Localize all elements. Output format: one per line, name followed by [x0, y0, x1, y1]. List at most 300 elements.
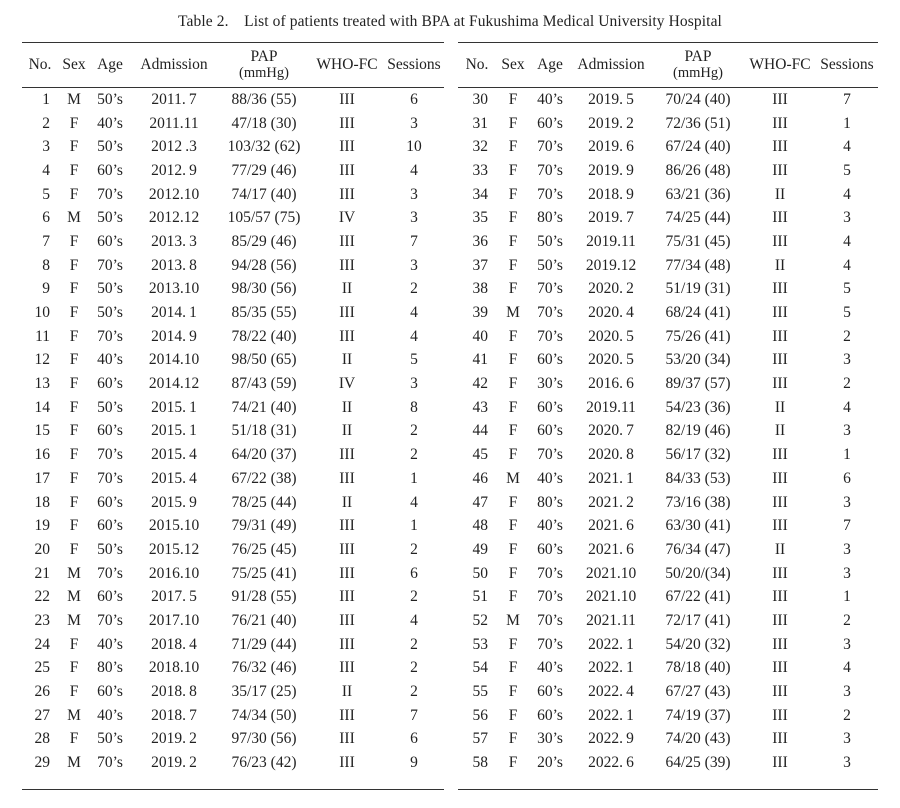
header-pap: [652, 42, 744, 88]
cell-sex: F: [508, 185, 518, 203]
cell-no: 4: [42, 161, 50, 179]
cell-age: 40’s: [537, 659, 563, 677]
cell-no: 17: [34, 469, 50, 487]
cell-age: 50’s: [97, 138, 123, 156]
table-row: [22, 704, 444, 728]
cell-age: 80’s: [537, 209, 563, 227]
cell-pap: 82/19 (46): [665, 422, 731, 440]
cell-sessions: 5: [843, 161, 851, 179]
cell-admission: 2018. 8: [151, 683, 197, 701]
table-row: [458, 704, 878, 728]
table-row: [22, 206, 444, 230]
cell-no: 49: [472, 540, 488, 558]
table-row: [458, 609, 878, 633]
cell-who-fc: II: [774, 540, 786, 558]
cell-age: 40’s: [97, 351, 123, 369]
cell-pap: 79/31 (49): [231, 517, 297, 535]
cell-sessions: 5: [843, 304, 851, 322]
cell-no: 27: [34, 706, 50, 724]
cell-sessions: 3: [410, 256, 418, 274]
table-row: [458, 396, 878, 420]
cell-who-fc: III: [772, 683, 788, 701]
cell-admission: 2012. 9: [151, 161, 197, 179]
cell-sex: M: [67, 209, 81, 227]
cell-no: 25: [34, 659, 50, 677]
cell-sex: M: [67, 588, 81, 606]
cell-admission: 2011. 7: [151, 90, 197, 108]
bottom-rule-left: [22, 789, 444, 790]
table-row: [458, 420, 878, 444]
cell-who-fc: III: [339, 517, 355, 535]
cell-sex: F: [508, 327, 518, 345]
cell-sessions: 4: [843, 138, 851, 156]
cell-sex: F: [69, 683, 79, 701]
cell-admission: 2012 .3: [151, 138, 197, 156]
cell-no: 58: [472, 754, 488, 772]
cell-who-fc: III: [339, 185, 355, 203]
cell-sex: F: [69, 659, 79, 677]
cell-pap: 78/18 (40): [665, 659, 731, 677]
table-row: [458, 88, 878, 112]
cell-sessions: 2: [410, 588, 418, 606]
cell-sessions: 6: [410, 564, 418, 582]
cell-sex: F: [69, 517, 79, 535]
table-row: [22, 183, 444, 207]
cell-admission: 2021. 2: [588, 493, 634, 511]
cell-who-fc: III: [339, 304, 355, 322]
cell-sessions: 3: [410, 375, 418, 393]
cell-admission: 2021. 1: [588, 469, 634, 487]
cell-sex: F: [508, 398, 518, 416]
cell-pap: 77/29 (46): [231, 161, 297, 179]
table-row: [22, 159, 444, 183]
cell-who-fc: II: [774, 185, 786, 203]
cell-pap: 85/29 (46): [231, 232, 297, 250]
cell-age: 50’s: [97, 540, 123, 558]
cell-sessions: 3: [410, 209, 418, 227]
table-row: [22, 514, 444, 538]
cell-no: 57: [472, 730, 488, 748]
cell-no: 53: [472, 635, 488, 653]
cell-age: 60’s: [97, 422, 123, 440]
cell-sessions: 3: [843, 540, 851, 558]
table-row: [458, 514, 878, 538]
table-row: [458, 230, 878, 254]
cell-no: 29: [34, 754, 50, 772]
cell-pap: 51/19 (31): [665, 280, 731, 298]
cell-who-fc: III: [772, 469, 788, 487]
table-row: [458, 301, 878, 325]
cell-sessions: 2: [410, 635, 418, 653]
cell-no: 5: [42, 185, 50, 203]
cell-age: 70’s: [537, 564, 563, 582]
table-row: [22, 301, 444, 325]
cell-age: 70’s: [97, 754, 123, 772]
cell-pap: 64/25 (39): [665, 754, 731, 772]
cell-sessions: 3: [843, 730, 851, 748]
cell-no: 10: [34, 304, 50, 322]
cell-admission: 2015. 1: [151, 398, 197, 416]
cell-sex: F: [508, 375, 518, 393]
cell-pap: 88/36 (55): [231, 90, 297, 108]
header-pap-label: PAP: [250, 48, 278, 65]
cell-age: 60’s: [97, 517, 123, 535]
cell-who-fc: III: [772, 564, 788, 582]
cell-no: 15: [34, 422, 50, 440]
cell-who-fc: III: [772, 493, 788, 511]
cell-admission: 2017.10: [148, 611, 200, 629]
cell-sex: F: [508, 683, 518, 701]
cell-pap: 72/36 (51): [665, 114, 731, 132]
cell-age: 70’s: [97, 256, 123, 274]
cell-sessions: 4: [410, 327, 418, 345]
cell-admission: 2019. 9: [588, 161, 634, 179]
header-row: [458, 42, 878, 88]
cell-no: 9: [42, 280, 50, 298]
cell-who-fc: III: [772, 375, 788, 393]
cell-no: 37: [472, 256, 488, 274]
cell-admission: 2022. 1: [588, 706, 634, 724]
table-row: [458, 443, 878, 467]
cell-pap: 67/24 (40): [665, 138, 731, 156]
cell-who-fc: III: [339, 730, 355, 748]
cell-pap: 67/22 (38): [231, 469, 297, 487]
cell-sessions: 2: [410, 659, 418, 677]
cell-no: 20: [34, 540, 50, 558]
cell-sex: F: [508, 517, 518, 535]
cell-sessions: 4: [843, 232, 851, 250]
table-row: [22, 633, 444, 657]
cell-age: 60’s: [97, 493, 123, 511]
table-row: [458, 135, 878, 159]
cell-sessions: 6: [843, 469, 851, 487]
header-sessions: Sessions: [387, 56, 441, 73]
cell-sessions: 1: [843, 588, 851, 606]
cell-admission: 2012.12: [148, 209, 200, 227]
table-row: [22, 467, 444, 491]
cell-sex: F: [508, 588, 518, 606]
cell-sessions: 1: [410, 469, 418, 487]
cell-sex: F: [69, 256, 79, 274]
cell-admission: 2020. 5: [588, 327, 634, 345]
cell-sex: F: [69, 446, 79, 464]
cell-pap: 74/20 (43): [665, 730, 731, 748]
cell-who-fc: III: [772, 161, 788, 179]
cell-sex: F: [69, 493, 79, 511]
cell-sex: F: [508, 564, 518, 582]
cell-sex: F: [69, 304, 79, 322]
header-age: Age: [97, 56, 123, 73]
cell-no: 31: [472, 114, 488, 132]
cell-who-fc: III: [339, 327, 355, 345]
cell-age: 60’s: [537, 683, 563, 701]
cell-pap: 74/21 (40): [231, 398, 297, 416]
cell-pap: 86/26 (48): [665, 161, 731, 179]
table-row: [22, 609, 444, 633]
table-row: [22, 751, 444, 775]
cell-admission: 2011.11: [149, 114, 199, 132]
cell-sessions: 1: [843, 114, 851, 132]
header-pap-unit: (mmHg): [239, 65, 289, 81]
cell-admission: 2019. 2: [588, 114, 634, 132]
cell-who-fc: III: [772, 138, 788, 156]
cell-sex: M: [67, 611, 81, 629]
cell-pap: 74/34 (50): [231, 706, 297, 724]
cell-sex: F: [69, 730, 79, 748]
cell-pap: 98/50 (65): [231, 351, 297, 369]
cell-who-fc: II: [774, 422, 786, 440]
table-row: [458, 112, 878, 136]
cell-no: 2: [42, 114, 50, 132]
cell-admission: 2018. 4: [151, 635, 197, 653]
cell-sessions: 3: [410, 114, 418, 132]
cell-pap: 75/25 (41): [231, 564, 297, 582]
cell-pap: 53/20 (34): [665, 351, 731, 369]
cell-age: 50’s: [97, 730, 123, 748]
cell-no: 42: [472, 375, 488, 393]
header-no: No.: [28, 56, 52, 73]
cell-age: 60’s: [537, 351, 563, 369]
cell-age: 60’s: [97, 375, 123, 393]
cell-admission: 2020. 8: [588, 446, 634, 464]
cell-pap: 71/29 (44): [231, 635, 297, 653]
cell-age: 50’s: [97, 280, 123, 298]
cell-pap: 74/17 (40): [231, 185, 297, 203]
cell-pap: 63/30 (41): [665, 517, 731, 535]
cell-admission: 2015. 1: [151, 422, 197, 440]
cell-no: 40: [472, 327, 488, 345]
cell-no: 35: [472, 209, 488, 227]
cell-no: 3: [42, 138, 50, 156]
cell-age: 60’s: [97, 232, 123, 250]
cell-age: 70’s: [537, 280, 563, 298]
cell-admission: 2020. 2: [588, 280, 634, 298]
cell-no: 46: [472, 469, 488, 487]
header-who-fc: WHO-FC: [749, 56, 811, 73]
cell-who-fc: II: [341, 683, 353, 701]
cell-no: 32: [472, 138, 488, 156]
cell-admission: 2016.10: [148, 564, 200, 582]
cell-age: 70’s: [97, 327, 123, 345]
patient-table-right: [458, 42, 878, 775]
cell-sex: F: [69, 280, 79, 298]
cell-pap: 76/25 (45): [231, 540, 297, 558]
cell-no: 56: [472, 706, 488, 724]
cell-pap: 84/33 (53): [665, 469, 731, 487]
cell-who-fc: III: [772, 304, 788, 322]
cell-age: 60’s: [537, 114, 563, 132]
cell-sessions: 4: [843, 659, 851, 677]
cell-sessions: 3: [843, 683, 851, 701]
cell-age: 60’s: [537, 422, 563, 440]
cell-age: 60’s: [97, 683, 123, 701]
table-row: [458, 254, 878, 278]
cell-pap: 76/32 (46): [231, 659, 297, 677]
cell-admission: 2014. 9: [151, 327, 197, 345]
cell-who-fc: III: [339, 635, 355, 653]
table-row: [22, 88, 444, 112]
cell-sessions: 3: [843, 635, 851, 653]
table-row: [22, 562, 444, 586]
cell-pap: 72/17 (41): [665, 611, 731, 629]
cell-who-fc: III: [339, 706, 355, 724]
cell-age: 70’s: [537, 635, 563, 653]
table-row: [458, 633, 878, 657]
cell-no: 21: [34, 564, 50, 582]
cell-sex: M: [67, 754, 81, 772]
table-row: [22, 491, 444, 515]
cell-pap: 54/20 (32): [665, 635, 731, 653]
cell-no: 28: [34, 730, 50, 748]
cell-admission: 2019.12: [585, 256, 637, 274]
cell-who-fc: III: [772, 232, 788, 250]
cell-age: 30’s: [537, 730, 563, 748]
cell-pap: 47/18 (30): [231, 114, 297, 132]
cell-no: 16: [34, 446, 50, 464]
cell-pap: 51/18 (31): [231, 422, 297, 440]
cell-who-fc: III: [339, 90, 355, 108]
cell-who-fc: III: [339, 446, 355, 464]
cell-no: 24: [34, 635, 50, 653]
cell-sex: F: [508, 114, 518, 132]
cell-who-fc: III: [339, 659, 355, 677]
cell-no: 38: [472, 280, 488, 298]
cell-age: 60’s: [97, 588, 123, 606]
cell-who-fc: III: [772, 327, 788, 345]
table-row: [22, 680, 444, 704]
cell-admission: 2020. 5: [588, 351, 634, 369]
cell-no: 54: [472, 659, 488, 677]
cell-admission: 2018.10: [148, 659, 200, 677]
cell-who-fc: III: [339, 232, 355, 250]
cell-who-fc: III: [772, 209, 788, 227]
cell-pap: 64/20 (37): [231, 446, 297, 464]
cell-sessions: 3: [843, 564, 851, 582]
cell-no: 52: [472, 611, 488, 629]
cell-admission: 2019. 2: [151, 730, 197, 748]
cell-admission: 2021.10: [585, 564, 637, 582]
cell-age: 50’s: [97, 304, 123, 322]
table-row: [22, 420, 444, 444]
cell-sex: F: [69, 422, 79, 440]
cell-sex: M: [506, 304, 520, 322]
cell-age: 40’s: [537, 469, 563, 487]
cell-age: 50’s: [537, 232, 563, 250]
cell-sex: F: [508, 351, 518, 369]
cell-sex: F: [508, 90, 518, 108]
cell-sessions: 10: [406, 138, 422, 156]
table-row: [458, 657, 878, 681]
table-body-right: [458, 88, 878, 775]
cell-who-fc: III: [772, 90, 788, 108]
cell-age: 70’s: [537, 588, 563, 606]
cell-sessions: 2: [843, 327, 851, 345]
cell-sessions: 7: [843, 90, 851, 108]
cell-sessions: 7: [410, 232, 418, 250]
cell-sex: F: [508, 138, 518, 156]
cell-pap: 73/16 (38): [665, 493, 731, 511]
table-row: [458, 206, 878, 230]
cell-pap: 67/22 (41): [665, 588, 731, 606]
cell-no: 36: [472, 232, 488, 250]
cell-sessions: 2: [410, 446, 418, 464]
cell-no: 11: [35, 327, 50, 345]
cell-who-fc: III: [339, 564, 355, 582]
cell-age: 50’s: [537, 256, 563, 274]
cell-pap: 94/28 (56): [231, 256, 297, 274]
table-row: [458, 680, 878, 704]
cell-who-fc: II: [341, 351, 353, 369]
cell-sessions: 3: [410, 185, 418, 203]
cell-who-fc: III: [772, 351, 788, 369]
cell-pap: 105/57 (75): [227, 209, 301, 227]
cell-sex: M: [67, 564, 81, 582]
cell-age: 70’s: [97, 185, 123, 203]
cell-sex: F: [508, 280, 518, 298]
cell-who-fc: III: [772, 635, 788, 653]
cell-who-fc: II: [774, 398, 786, 416]
table-row: [22, 135, 444, 159]
cell-admission: 2013.10: [148, 280, 200, 298]
cell-who-fc: II: [341, 280, 353, 298]
cell-age: 50’s: [97, 90, 123, 108]
cell-admission: 2015.10: [148, 517, 200, 535]
cell-who-fc: III: [772, 114, 788, 132]
cell-sessions: 2: [410, 683, 418, 701]
cell-age: 60’s: [537, 398, 563, 416]
cell-sessions: 3: [843, 351, 851, 369]
table-row: [458, 467, 878, 491]
cell-sessions: 3: [843, 209, 851, 227]
cell-admission: 2019. 7: [588, 209, 634, 227]
cell-admission: 2021.10: [585, 588, 637, 606]
cell-sex: F: [508, 659, 518, 677]
cell-no: 30: [472, 90, 488, 108]
cell-no: 19: [34, 517, 50, 535]
cell-no: 39: [472, 304, 488, 322]
cell-sex: F: [508, 540, 518, 558]
cell-who-fc: II: [341, 422, 353, 440]
cell-age: 70’s: [537, 138, 563, 156]
cell-no: 23: [34, 611, 50, 629]
cell-who-fc: IV: [338, 375, 356, 393]
cell-no: 45: [472, 446, 488, 464]
table-row: [458, 562, 878, 586]
table-row: [22, 278, 444, 302]
cell-sessions: 5: [843, 280, 851, 298]
cell-sex: F: [69, 327, 79, 345]
cell-no: 26: [34, 683, 50, 701]
cell-sessions: 4: [410, 493, 418, 511]
cell-admission: 2015. 9: [151, 493, 197, 511]
cell-pap: 35/17 (25): [231, 683, 297, 701]
cell-admission: 2019. 2: [151, 754, 197, 772]
cell-no: 14: [34, 398, 50, 416]
header-sessions: Sessions: [820, 56, 874, 73]
cell-no: 43: [472, 398, 488, 416]
header-sex: Sex: [62, 56, 86, 73]
cell-sex: F: [508, 161, 518, 179]
cell-sessions: 2: [843, 706, 851, 724]
cell-sex: F: [508, 706, 518, 724]
table-row: [22, 349, 444, 373]
cell-sessions: 2: [410, 422, 418, 440]
table-row: [458, 183, 878, 207]
cell-admission: 2015.12: [148, 540, 200, 558]
cell-no: 13: [34, 375, 50, 393]
cell-age: 80’s: [97, 659, 123, 677]
table-row: [22, 538, 444, 562]
